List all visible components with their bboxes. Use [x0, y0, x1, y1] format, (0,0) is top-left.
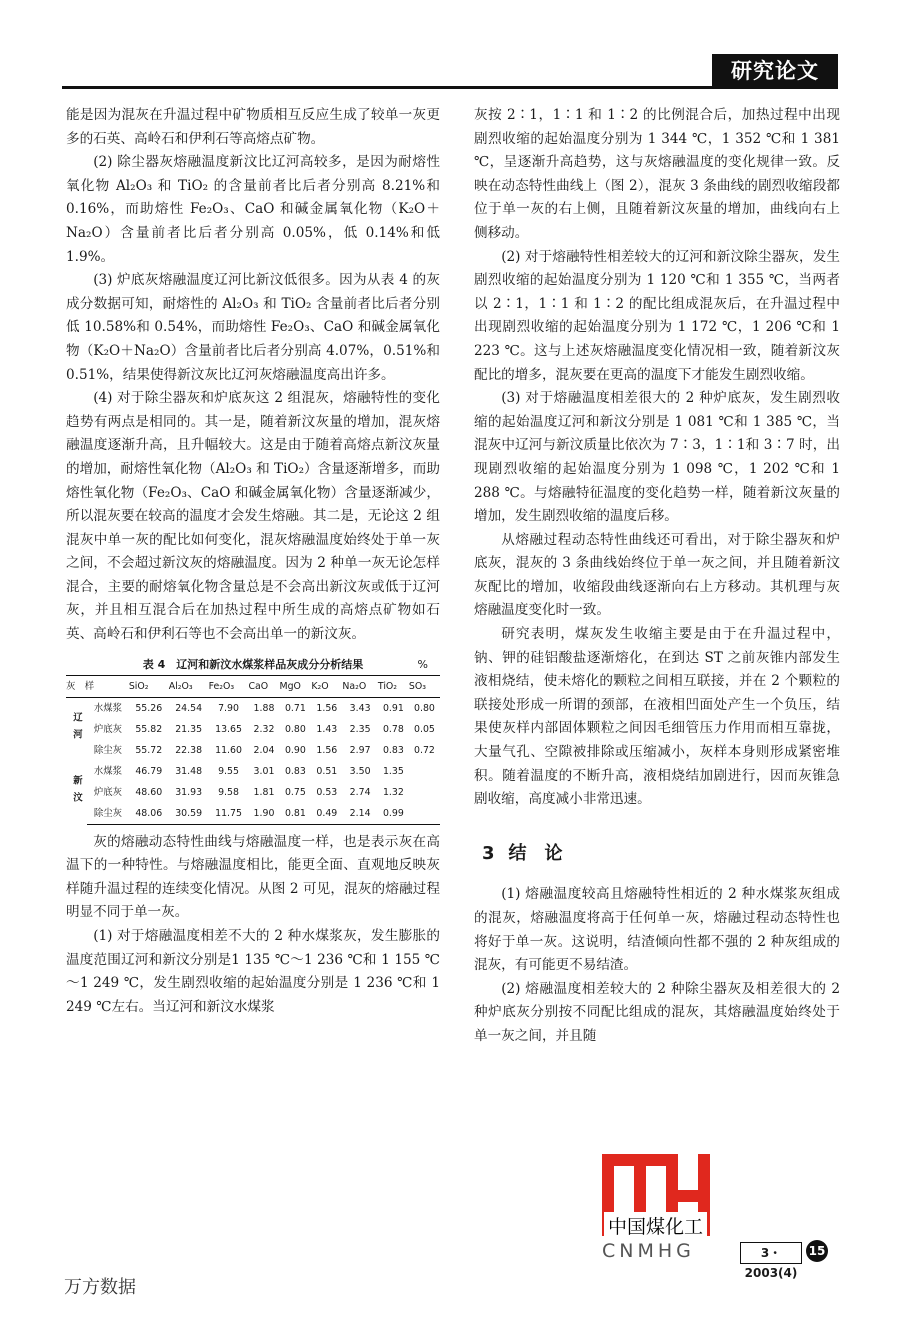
page-number: 15	[806, 1240, 828, 1262]
column-header: SiO₂	[129, 675, 169, 697]
table-cell: 30.59	[169, 803, 209, 825]
table-cell: 0.83	[382, 744, 404, 756]
table-cell: 55.26	[135, 702, 163, 714]
column-header: Fe₂O₃	[209, 675, 249, 697]
table-header-row	[66, 675, 440, 697]
table-cell: 13.65	[215, 723, 242, 735]
table-cell: 11.75	[209, 803, 249, 825]
table-cell: 2.04	[253, 744, 275, 756]
section-label: 研究论文	[731, 59, 819, 83]
table-cell: 3.43	[349, 702, 371, 714]
column-header: 灰 样	[66, 675, 129, 697]
table-cell: 48.06	[129, 803, 169, 825]
paragraph: 能是因为混灰在升温过程中矿物质相互反应生成了较单一灰更多的石英、高岭石和伊利石等高熔点矿物。	[66, 107, 440, 147]
column-header: Na₂O	[342, 675, 378, 697]
table-cell: 0.81	[280, 803, 312, 825]
table-unit: %	[417, 657, 428, 671]
table-sample-name: 炉底灰	[93, 786, 122, 798]
table-cell: 1.81	[253, 786, 275, 798]
column-header: MgO	[280, 675, 312, 697]
table-body	[66, 697, 440, 824]
paragraph: 灰的熔融动态特性曲线与熔融温度一样，也是表示灰在高温下的一种特性。与熔融温度相比，能更全面、直观地反映灰样随升温过程的连续变化情况。从图 2 可见，混灰的熔融过程明显不同于单一灰。	[66, 833, 440, 921]
table-sample-name: 炉底灰	[93, 723, 122, 735]
table-cell: 3.01	[253, 765, 275, 777]
table-cell: 2.32	[253, 723, 275, 735]
table-cell: 1.43	[316, 723, 338, 735]
table-cell: 9.55	[218, 765, 239, 777]
table-cell: 2.14	[342, 803, 378, 825]
table-cell	[409, 803, 440, 825]
column-header: Al₂O₃	[169, 675, 209, 697]
watermark: 万方数据	[64, 1277, 136, 1298]
table-cell: 0.05	[414, 723, 435, 735]
table-cell: 0.99	[378, 803, 409, 825]
table-cell: 9.58	[218, 786, 239, 798]
issue-label: 3・2003(4)	[740, 1242, 802, 1264]
logo-english-text: CNMHG	[602, 1240, 695, 1262]
table-sample-name: 除尘灰	[93, 744, 122, 756]
table-group-label: 新汶	[71, 775, 82, 810]
table-cell: 1.88	[253, 702, 275, 714]
table-cell: 0.80	[284, 723, 306, 735]
table-cell: 7.90	[218, 702, 239, 714]
section-title: 结 论	[508, 842, 563, 864]
table-cell: 0.49	[311, 803, 342, 825]
table-sample-name: 除尘灰	[87, 803, 129, 825]
paragraph: (2) 对于熔融特性相差较大的辽河和新汶除尘器灰，发生剧烈收缩的起始温度分别为 1 120 ℃和 1 355 ℃，当两者以 2∶1，1∶1 和 1∶2 的配比组成混灰后，在升温过程中出现剧烈收缩的起始温度分别为 1 172 ℃，1 206 ℃和 1 223 ℃。这与上述灰熔融温度变化情况相一致，随着新汶灰配比的增多，混灰要在更高的温度下才能发生剧烈收缩。	[474, 248, 840, 383]
table-4	[66, 655, 440, 825]
table-cell: 0.80	[414, 702, 435, 714]
table-row	[66, 697, 440, 719]
table-cell: 0.51	[316, 765, 338, 777]
table-cell: 0.75	[284, 786, 306, 798]
paragraph: 研究表明，煤灰发生收缩主要是由于在升温过程中，钠、钾的硅铝酸盐逐渐熔化，在到达 ST 之前灰锥内部发生液相烧结，使未熔化的颗粒之间相互联接，并在 2 个颗粒的联接处形成一所谓的颈部，在液相凹面处产生一个负压，结果使灰样内部固体颗粒之间因毛细管压力作用而相互靠拢，大量气孔、空隙被排除或压缩减小，灰样本身则形成紧密堆积。随着温度的不断升高，液相烧结加剧进行，因而灰锥急剧收缩，高度减小非常迅速。	[474, 626, 840, 808]
table-row	[66, 740, 440, 761]
table-cell: 0.72	[414, 744, 435, 756]
ash-composition-table	[66, 675, 440, 825]
table-cell: 0.91	[382, 702, 404, 714]
column-header: CaO	[248, 675, 279, 697]
table-cell	[409, 761, 440, 782]
section-heading	[482, 842, 840, 866]
table-cell: 0.83	[284, 765, 306, 777]
table-cell: 1.56	[316, 702, 338, 714]
table-cell: 24.54	[175, 702, 203, 714]
table-cell: 1.56	[316, 744, 338, 756]
paragraph: (1) 熔融温度较高且熔融特性相近的 2 种水煤浆灰组成的混灰，熔融温度将高于任何单一灰，熔融过程动态特性也将好于单一灰。这说明，结渣倾向性都不强的 2 种灰组成的混灰，有可能更不易结渣。	[474, 886, 840, 974]
paragraph: 灰按 2∶1，1∶1 和 1∶2 的比例混合后，加热过程中出现剧烈收缩的起始温度分别为 1 344 ℃，1 352 ℃和 1 381 ℃，呈逐渐升高趋势，这与灰熔融温度的变化规律一致。反映在动态特性曲线上（图 2），混灰 3 条曲线的剧烈收缩段都位于单一灰的右上侧，且随着新汶灰量的增加，曲线向右上侧移动。	[474, 107, 840, 241]
table-cell: 0.71	[284, 702, 306, 714]
table-cell	[409, 782, 440, 803]
paragraph: (3) 对于熔融温度相差很大的 2 种炉底灰，发生剧烈收缩的起始温度辽河和新汶分别是 1 081 ℃和 1 385 ℃，当混灰中辽河与新汶质量比依次为 7∶3，1∶1和 3∶7 时，出现剧烈收缩的起始温度分别为 1 098 ℃，1 202 ℃和 1 288 ℃。与熔融特征温度的变化趋势一样，随着新汶灰量的增加，发生剧烈收缩的温度后移。	[474, 390, 840, 525]
paragraph: (2) 除尘器灰熔融温度新汶比辽河高较多，是因为耐熔性氧化物 Al₂O₃ 和 TiO₂ 的含量前者比后者分别高 8.21%和 0.16%，而助熔性 Fe₂O₃、CaO 和碱金属氧化物（K₂O＋Na₂O）含量前者比后者分别高 0.05%，低 0.14%和低 1.9%。	[66, 154, 440, 265]
table-cell: 11.60	[215, 744, 242, 756]
paragraph: 从熔融过程动态特性曲线还可看出，对于除尘器灰和炉底灰，混灰的 3 条曲线始终位于单一灰之间，并且随着新汶灰配比的增加，收缩段曲线逐渐向右上方移动。其机理与灰熔融温度变化时一致。	[474, 531, 840, 619]
right-column	[474, 104, 840, 1049]
table-cell: 1.35	[382, 765, 404, 777]
column-header: SO₃	[409, 675, 440, 697]
table-cell: 2.74	[349, 786, 371, 798]
table-cell: 48.60	[135, 786, 163, 798]
paragraph: (3) 炉底灰熔融温度辽河比新汶低很多。因为从表 4 的灰成分数据可知，耐熔性的 Al₂O₃ 和 TiO₂ 含量前者比后者分别低 10.58%和 0.54%，而助熔性 Fe₂O₃、CaO 和碱金属氧化物（K₂O＋Na₂O）含量前者比后者分别高 4.07%，0.51%和 0.51%，结果使得新汶灰比辽河灰熔融温度高出许多。	[66, 272, 440, 383]
table-cell: 46.79	[135, 765, 163, 777]
table-row	[66, 761, 440, 782]
table-title: 表 4 辽河和新汶水煤浆样品灰成分分析结果 %	[66, 655, 440, 675]
table-cell: 55.82	[135, 723, 163, 735]
table-row	[66, 782, 440, 803]
section-number: 3	[482, 842, 495, 864]
table-cell: 55.72	[135, 744, 163, 756]
table-group-label: 辽河	[71, 711, 82, 747]
table-cell: 2.35	[349, 723, 371, 735]
table-cell: 0.78	[382, 723, 404, 735]
column-header: K₂O	[311, 675, 342, 697]
table-cell: 1.32	[382, 786, 404, 798]
table-cell: 0.53	[316, 786, 338, 798]
paragraph: (2) 熔融温度相差较大的 2 种除尘器灰及相差很大的 2 种炉底灰分别按不同配比组成的混灰，其熔融温度始终处于单一灰之间，并且随	[474, 980, 840, 1044]
table-cell: 31.93	[175, 786, 203, 798]
table-cell: 31.48	[175, 765, 203, 777]
table-cell: 2.97	[349, 744, 371, 756]
column-header: TiO₂	[378, 675, 409, 697]
left-column	[66, 104, 440, 1019]
table-cell: 22.38	[175, 744, 203, 756]
paragraph: (1) 对于熔融温度相差不大的 2 种水煤浆灰，发生膨胀的温度范围辽河和新汶分别是1 135 ℃～1 236 ℃和 1 155 ℃～1 249 ℃，发生剧烈收缩的起始温度分别是 1 236 ℃和 1 249 ℃左右。当辽河和新汶水煤浆	[66, 928, 440, 1015]
section-label-box	[712, 54, 838, 88]
table-cell: 0.90	[284, 744, 306, 756]
paragraph: (4) 对于除尘器灰和炉底灰这 2 组混灰，熔融特性的变化趋势有两点是相同的。其一是，随着新汶灰量的增加，混灰熔融温度逐渐升高，且升幅较大。这是由于随着高熔点新汶灰量的增加，耐熔性氧化物（Al₂O₃ 和 TiO₂）含量逐渐增多，而助熔性氧化物（Fe₂O₃、CaO 和碱金属氧化物）含量逐渐减少，所以混灰要在较高的温度才会发生熔融。其二是，无论这 2 组混灰中单一灰的配比如何变化，混灰熔融温度始终处于单一灰之间，不会超过新汶灰的熔融温度。因为 2 种单一灰无论怎样混合，主要的耐熔氧化物含量总是不会高出新汶灰或低于辽河灰，并且相互混合后在加热过程中所生成的高熔点矿物如石英、高岭石和伊利石等也不会高出单一的新汶灰。	[66, 390, 440, 643]
table-sample-name: 水煤浆	[93, 702, 122, 714]
table-cell: 21.35	[175, 723, 203, 735]
table-cell: 3.50	[349, 765, 371, 777]
table-row	[66, 719, 440, 740]
table-sample-name: 水煤浆	[93, 765, 122, 777]
table-row	[66, 803, 440, 825]
logo-chinese-text: 中国煤化工	[604, 1212, 707, 1239]
table-cell: 1.90	[248, 803, 279, 825]
header-rule	[62, 86, 838, 89]
